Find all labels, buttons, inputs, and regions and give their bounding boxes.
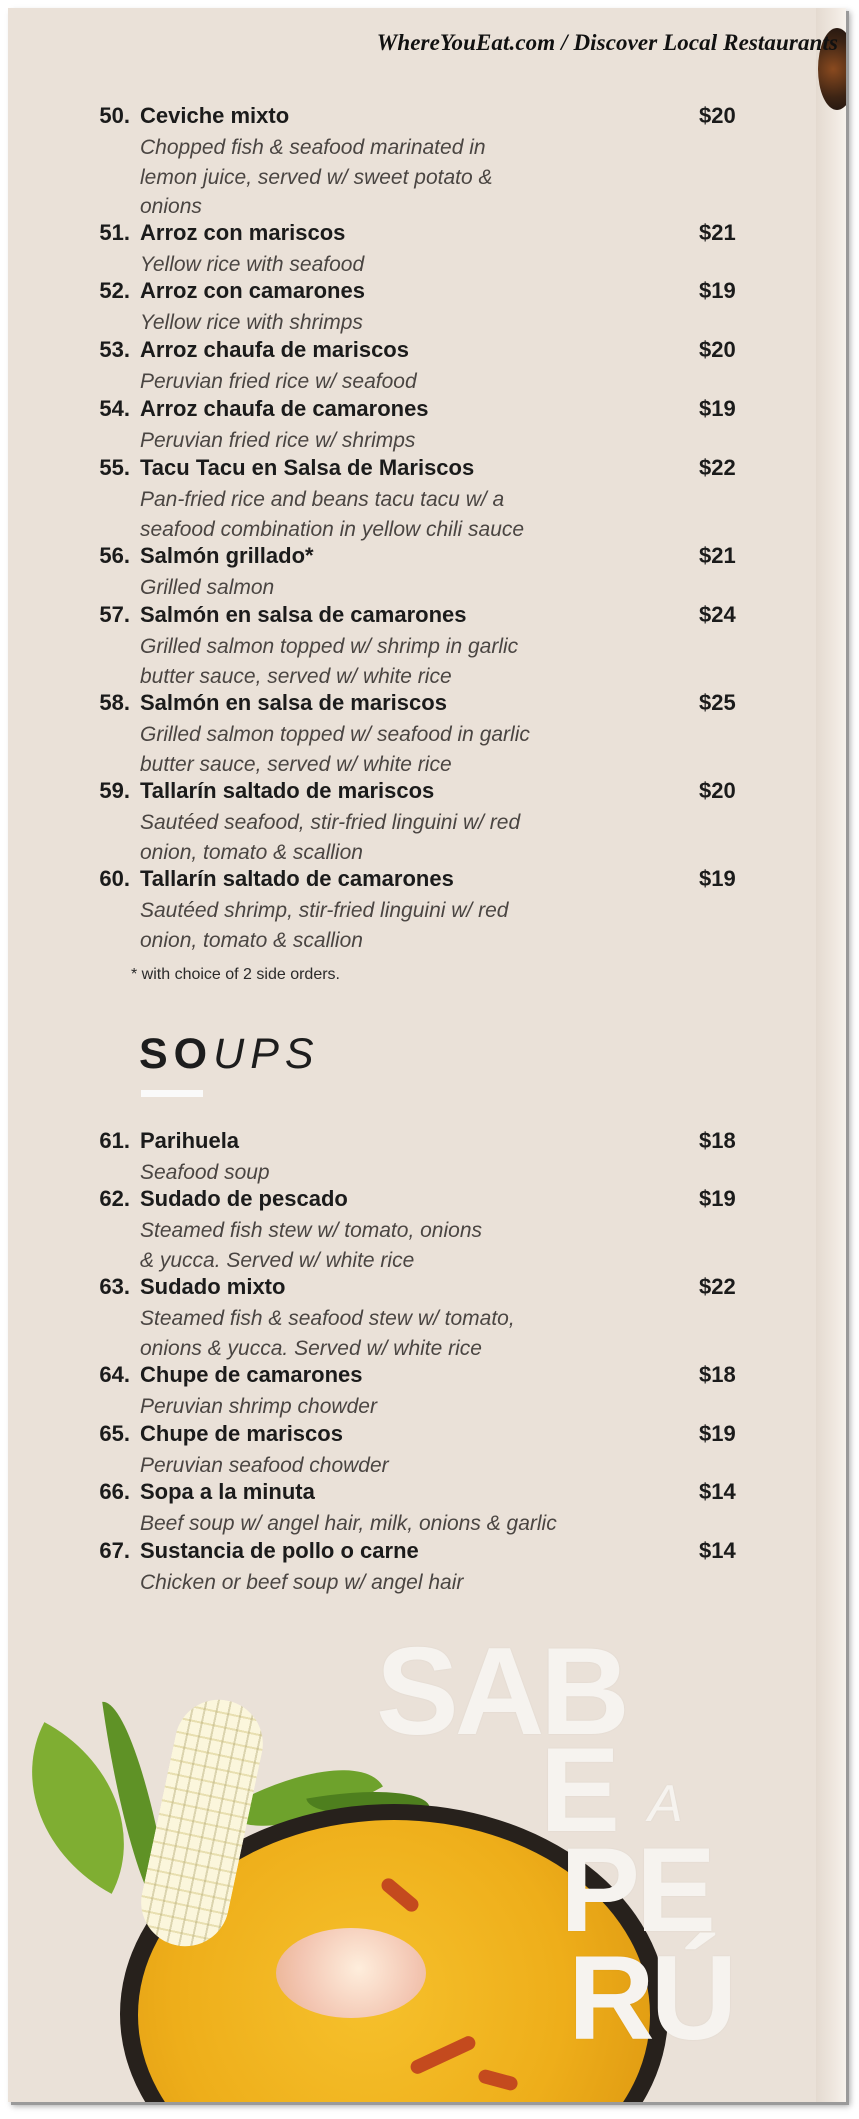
description-line: onion, tomato & scallion <box>140 928 363 952</box>
item-description <box>140 308 610 338</box>
item-price: $22 <box>699 1274 736 1299</box>
item-number: 57. <box>99 602 130 627</box>
item-number: 61. <box>99 1128 130 1153</box>
item-price: $19 <box>699 396 736 421</box>
item-number: 58. <box>99 690 130 715</box>
item-name: Salmón en salsa de mariscos <box>140 690 447 715</box>
item-number: 63. <box>99 1274 130 1299</box>
item-description <box>140 133 610 222</box>
item-name: Chupe de camarones <box>140 1362 363 1387</box>
soups-heading-light: UPS <box>213 1030 320 1078</box>
item-name: Salmón grillado* <box>140 543 314 568</box>
item-description <box>140 1568 610 1598</box>
item-price: $18 <box>699 1362 736 1387</box>
item-name: Sudado de pescado <box>140 1186 348 1211</box>
description-line: Chicken or beef soup w/ angel hair <box>140 1571 464 1594</box>
item-number: 67. <box>99 1538 130 1563</box>
description-line: Peruvian shrimp chowder <box>140 1395 377 1418</box>
item-description <box>140 896 610 955</box>
description-line: Sautéed shrimp, stir-fried linguini w/ red <box>140 899 509 922</box>
description-line: Peruvian fried rice w/ seafood <box>140 370 417 393</box>
menu-page <box>8 8 846 2102</box>
item-number: 55. <box>99 455 130 480</box>
section-underline <box>141 1090 203 1097</box>
description-line: Yellow rice with shrimps <box>140 311 363 334</box>
item-description <box>140 367 610 397</box>
item-price: $20 <box>699 103 736 128</box>
item-price: $22 <box>699 455 736 480</box>
item-name: Arroz chaufa de mariscos <box>140 337 409 362</box>
item-name: Parihuela <box>140 1128 240 1153</box>
item-price: $19 <box>699 1186 736 1211</box>
item-price: $19 <box>699 866 736 891</box>
description-line: Pan-fried rice and beans tacu tacu w/ a <box>140 488 505 511</box>
item-name: Ceviche mixto <box>140 103 290 128</box>
tagline-line-1: SAB <box>376 1623 626 1761</box>
item-name: Tallarín saltado de camarones <box>140 866 454 891</box>
description-line: seafood combination in yellow chili sauce <box>140 517 525 541</box>
item-price: $14 <box>699 1538 736 1563</box>
item-name: Salmón en salsa de camarones <box>140 602 467 627</box>
item-price: $21 <box>699 543 736 568</box>
item-number: 62. <box>99 1186 130 1211</box>
item-description <box>140 632 610 691</box>
item-name: Tallarín saltado de mariscos <box>140 778 435 803</box>
item-name: Arroz con camarones <box>140 278 365 303</box>
item-description <box>140 720 610 779</box>
item-price: $20 <box>699 337 736 362</box>
item-price: $20 <box>699 778 736 803</box>
description-line: onions & yucca. Served w/ white rice <box>140 1336 482 1360</box>
item-description <box>140 1451 610 1481</box>
item-name: Arroz con mariscos <box>140 220 346 245</box>
description-line: Seafood soup <box>140 1161 270 1184</box>
side-order-footnote: * with choice of 2 side orders. <box>131 966 340 983</box>
item-number: 52. <box>99 278 130 303</box>
tagline-line-4: RÚ <box>568 1931 734 2065</box>
site-watermark: WhereYouEat.com / Discover Local Restaurants <box>376 30 838 55</box>
item-price: $18 <box>699 1128 736 1153</box>
item-name: Arroz chaufa de camarones <box>140 396 429 421</box>
item-name: Tacu Tacu en Salsa de Mariscos <box>140 455 475 480</box>
tagline-line-2: E <box>540 1723 621 1857</box>
soups-heading <box>139 1030 320 1079</box>
tagline-line-2-light: A <box>648 1775 683 1833</box>
description-line: Beef soup w/ angel hair, milk, onions & garlic <box>140 1512 557 1535</box>
description-line: Grilled salmon <box>140 576 275 599</box>
item-description <box>140 250 610 280</box>
item-price: $25 <box>699 690 736 715</box>
item-price: $19 <box>699 1421 736 1446</box>
item-name: Sopa a la minuta <box>140 1479 315 1504</box>
poached-egg <box>276 1928 426 2018</box>
item-description <box>140 573 610 603</box>
description-line: & yucca. Served w/ white rice <box>140 1248 415 1272</box>
item-number: 66. <box>99 1479 130 1504</box>
tagline-line-3: PE <box>560 1823 713 1957</box>
description-line: Steamed fish stew w/ tomato, onions <box>140 1219 482 1242</box>
item-description <box>140 1392 610 1422</box>
description-line: Sautéed seafood, stir-fried linguini w/ red <box>140 811 521 834</box>
item-description <box>140 485 610 544</box>
item-name: Chupe de mariscos <box>140 1421 343 1446</box>
item-description <box>140 1509 610 1539</box>
description-line: butter sauce, served w/ white rice <box>140 752 452 776</box>
description-line: butter sauce, served w/ white rice <box>140 664 452 688</box>
description-line: Peruvian fried rice w/ shrimps <box>140 429 416 452</box>
item-description <box>140 426 610 456</box>
item-number: 64. <box>99 1362 130 1387</box>
description-line: Yellow rice with seafood <box>140 253 365 276</box>
item-price: $24 <box>699 602 736 627</box>
item-price: $19 <box>699 278 736 303</box>
item-number: 60. <box>99 866 130 891</box>
item-number: 53. <box>99 337 130 362</box>
description-line: Peruvian seafood chowder <box>140 1454 389 1477</box>
item-number: 65. <box>99 1421 130 1446</box>
item-price: $21 <box>699 220 736 245</box>
description-line: onion, tomato & scallion <box>140 840 363 864</box>
soups-heading-bold: SO <box>139 1030 214 1078</box>
description-line: Chopped fish & seafood marinated in <box>140 136 486 159</box>
item-description <box>140 1216 610 1275</box>
item-number: 50. <box>99 103 130 128</box>
item-number: 51. <box>99 220 130 245</box>
item-number: 56. <box>99 543 130 568</box>
item-number: 54. <box>99 396 130 421</box>
item-name: Sudado mixto <box>140 1274 286 1299</box>
description-line: Grilled salmon topped w/ seafood in garlic <box>140 723 530 746</box>
item-price: $14 <box>699 1479 736 1504</box>
description-line: onions <box>140 195 202 218</box>
item-description <box>140 1304 610 1363</box>
item-description <box>140 808 610 867</box>
item-number: 59. <box>99 778 130 803</box>
item-description <box>140 1158 610 1188</box>
description-line: lemon juice, served w/ sweet potato & <box>140 165 493 189</box>
item-name: Sustancia de pollo o carne <box>140 1538 419 1563</box>
description-line: Steamed fish & seafood stew w/ tomato, <box>140 1307 515 1330</box>
page-fold <box>816 8 846 2102</box>
description-line: Grilled salmon topped w/ shrimp in garlic <box>140 635 519 658</box>
